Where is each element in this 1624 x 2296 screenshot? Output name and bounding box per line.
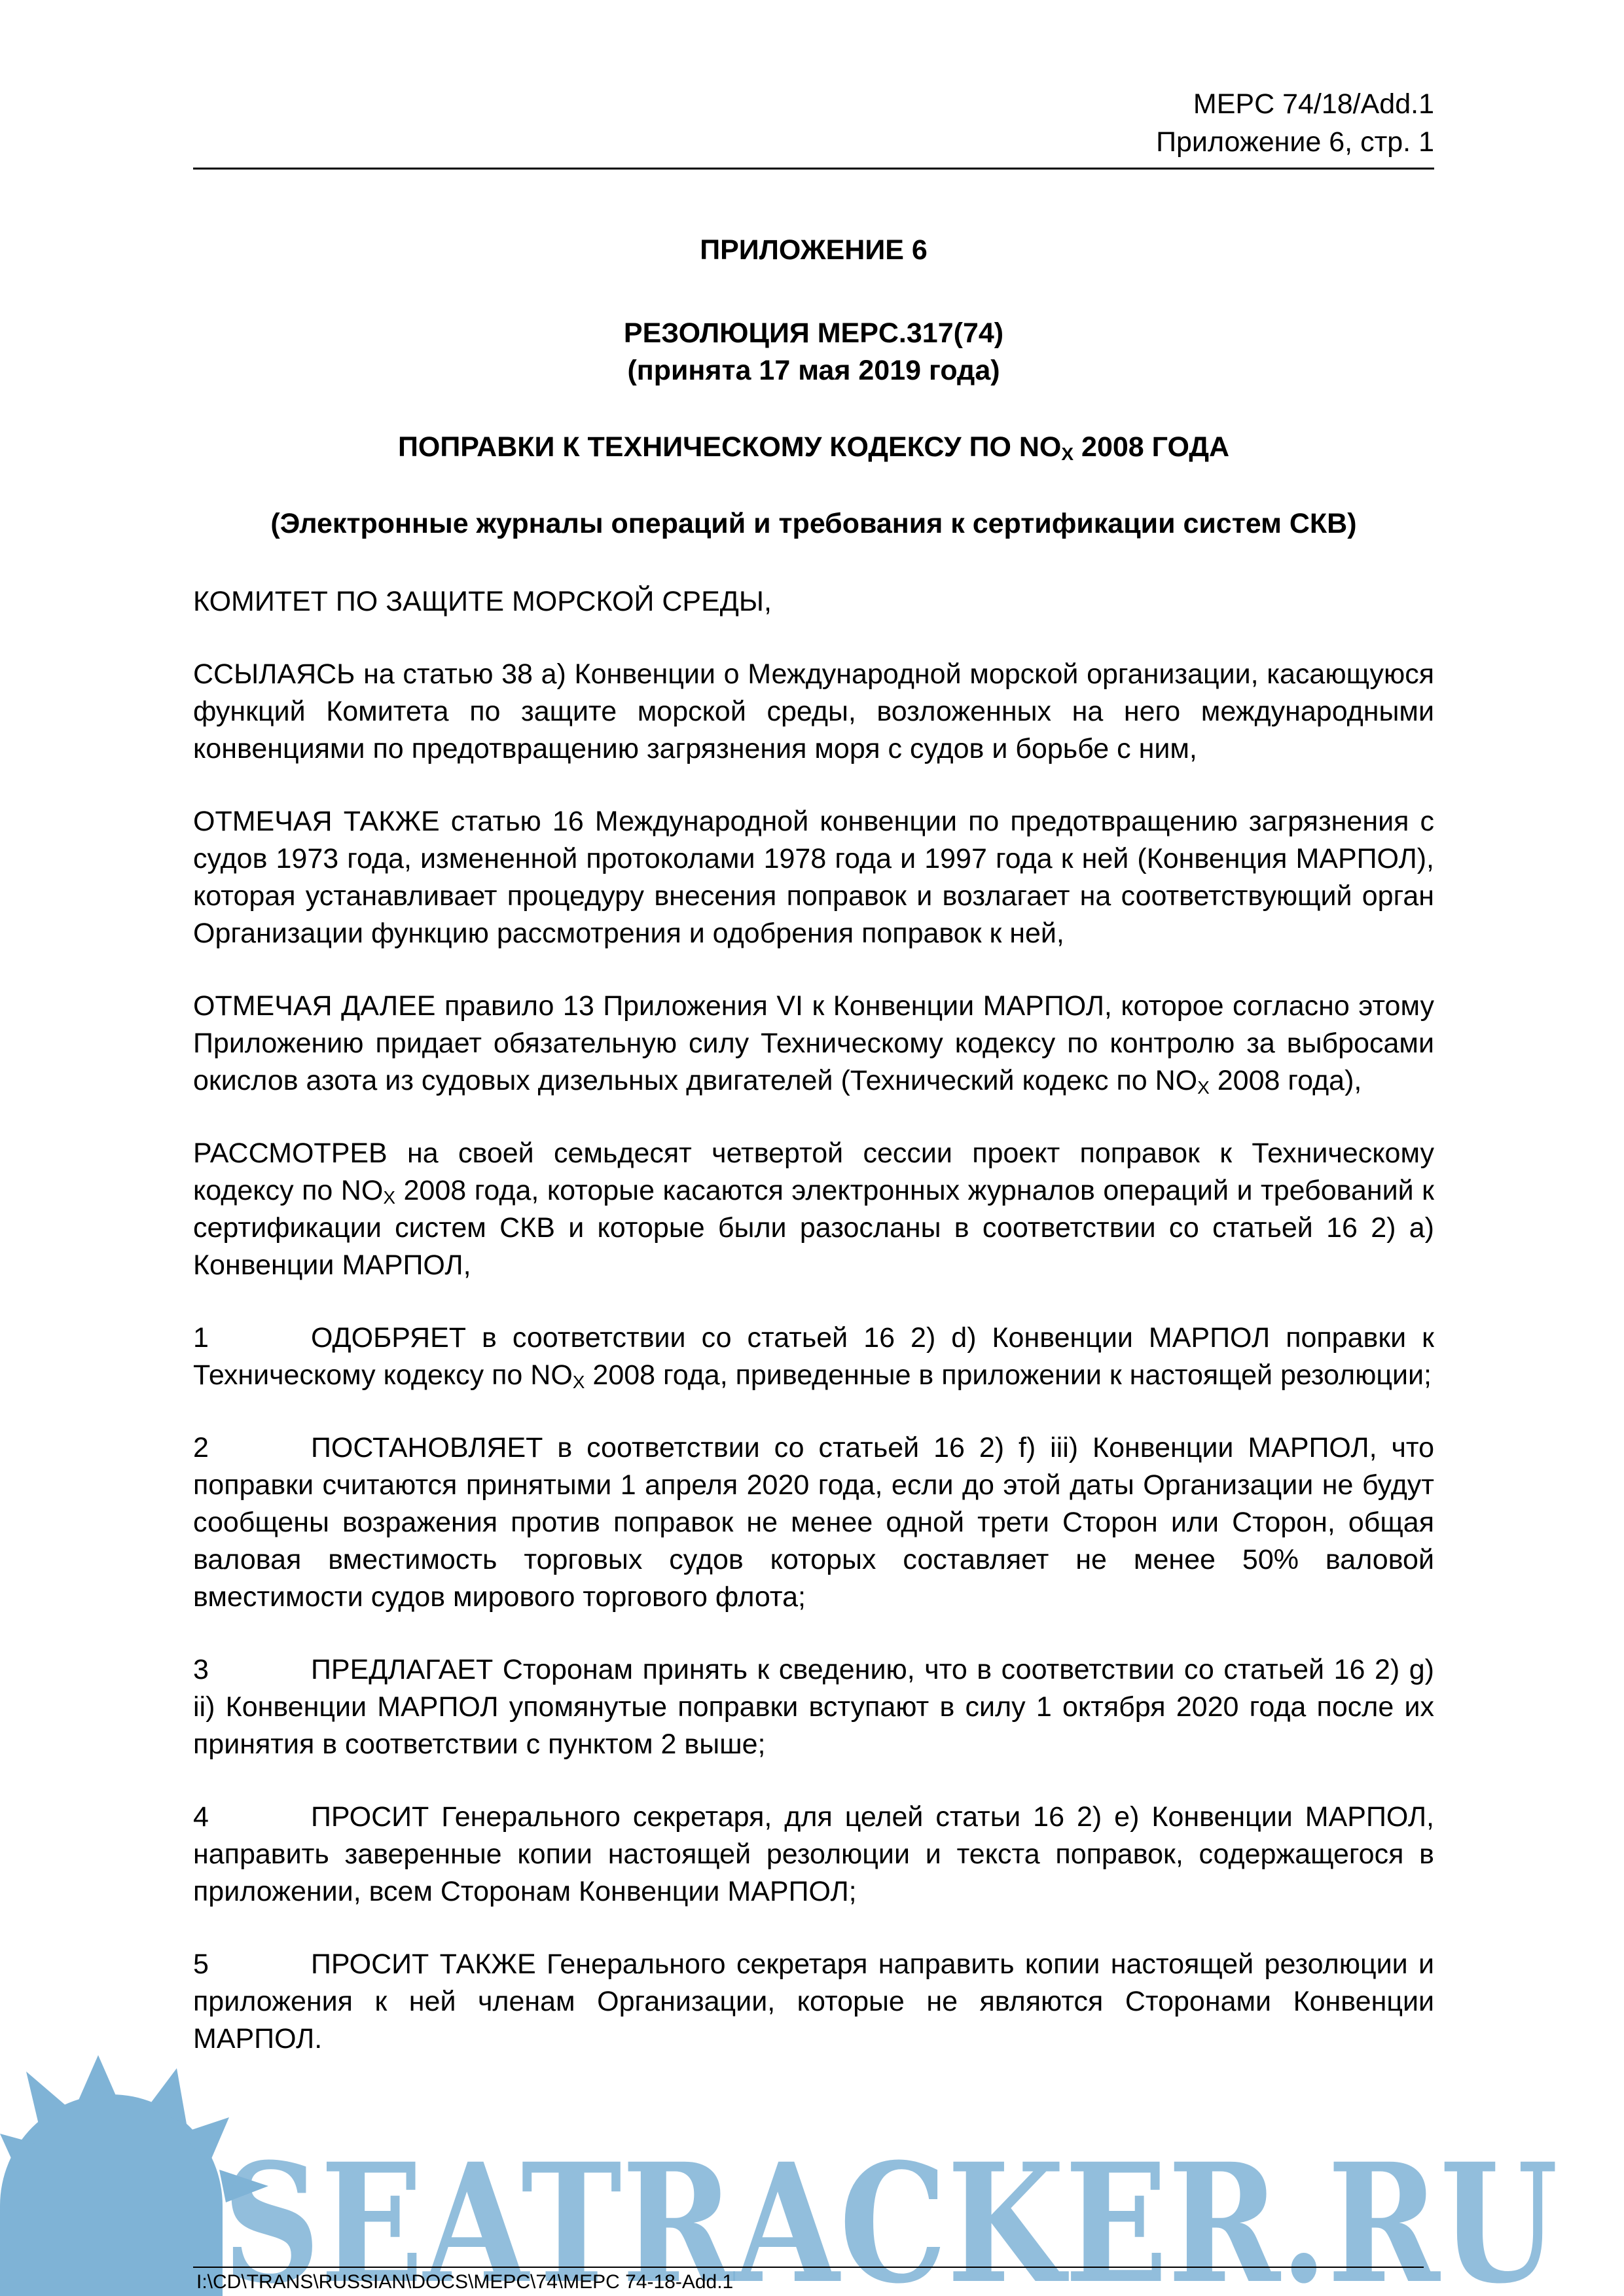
operative-paragraph: 1 ОДОБРЯЕТ в соответствии со статьей 16 2) d) Конвенции МАРПОЛ поправки к Техническому кодексу по $NO_X$ 2008 года, приведенные в приложении к настоящей резолюции;: [193, 1319, 1434, 1394]
header-divider: [193, 168, 1434, 170]
document-body: [193, 223, 1434, 2058]
operative-paragraph: 2 ПОСТАНОВЛЯЕТ в соответствии со статьей 16 2) f) iii) Конвенции МАРПОЛ, что поправки считаются принятыми 1 апреля 2020 года, если до этой даты Организации не будут сообщены возражения против поправок не менее одной трети Сторон или Сторон, общая валовая вместимость торговых судов которых составляет не менее 50% валовой вместимости судов мирового торгового флота;: [193, 1429, 1434, 1616]
operative-paragraph: 4 ПРОСИТ Генерального секретаря, для целей статьи 16 2) e) Конвенции МАРПОЛ, направить заверенные копии настоящей резолюции и текста поправок, содержащегося в приложении, всем Сторонам Конвенции МАРПОЛ;: [193, 1799, 1434, 1910]
paragraph-number: 5: [193, 1948, 209, 1980]
footer-file-path: I:\CD\TRANS\RUSSIAN\DOCS\MEPC\74\MEPC 74-18-Add.1: [196, 2271, 734, 2293]
operative-paragraph: 3 ПРЕДЛАГАЕТ Сторонам принять к сведению, что в соответствии со статьей 16 2) g) ii) Конвенции МАРПОЛ упомянутые поправки вступают в силу 1 октября 2020 года после их принятия в соответствии с пунктом 2 выше;: [193, 1651, 1434, 1763]
resolution-title: РЕЗОЛЮЦИЯ MEPC.317(74): [623, 317, 1004, 349]
annex-title: ПРИЛОЖЕНИЕ 6: [700, 234, 928, 266]
page-reference: Приложение 6, стр. 1: [1156, 126, 1434, 158]
preamble-noting-also: ОТМЕЧАЯ ТАКЖЕ статью 16 Международной конвенции по предотвращению загрязнения с судов 1973 года, измененной протоколами 1978 года и 1997 года к ней (Конвенция МАРПОЛ), которая устанавливает процедуру внесения поправок и возлагает на соответствующий орган Организации функцию рассмотрения и одобрения поправок к ней,: [193, 806, 1434, 949]
amendments-subtitle: (Электронные журналы операций и требования к сертификации систем СКВ): [270, 508, 1357, 539]
amendments-title: ПОПРАВКИ К ТЕХНИЧЕСКОМУ КОДЕКСУ ПО $NO_X$ 2008 ГОДА: [397, 431, 1230, 464]
footer-divider: [193, 2267, 1424, 2268]
watermark-text: SEATRACKER.RU: [223, 2127, 1558, 2296]
page-header: [1156, 85, 1434, 161]
paragraph-number: 3: [193, 1654, 209, 1685]
doc-symbol: MEPC 74/18/Add.1: [1193, 88, 1434, 120]
preamble-noting-further: ОТМЕЧАЯ ДАЛЕЕ правило 13 Приложения VI к Конвенции МАРПОЛ, которое согласно этому Приложению придает обязательную силу Техническому кодексу по контролю за выбросами окислов азота из судовых дизельных двигателей (Технический кодекс по $NO_X$ 2008 года),: [193, 990, 1434, 1098]
watermark: [0, 2055, 1624, 2296]
operative-paragraph: 5 ПРОСИТ ТАКЖЕ Генерального секретаря направить копии настоящей резолюции и приложения к ней членам Организации, которые не являются Сторонами Конвенции МАРПОЛ.: [193, 1946, 1434, 2058]
adoption-date: (принята 17 мая 2019 года): [627, 355, 1000, 386]
committee-line: КОМИТЕТ ПО ЗАЩИТЕ МОРСКОЙ СРЕДЫ,: [193, 586, 772, 617]
paragraph-number: 2: [193, 1432, 209, 1463]
paragraph-number: 1: [193, 1322, 209, 1354]
preamble-having-considered: РАССМОТРЕВ на своей семьдесят четвертой сессии проект поправок к Техническому кодексу по $NO_X$ 2008 года, которые касаются электронных журналов операций и требований к сертификации систем СКВ и которые были разосланы в соответствии со статьей 16 2) a) Конвенции МАРПОЛ,: [193, 1138, 1434, 1281]
paragraph-number: 4: [193, 1801, 209, 1833]
preamble-recalling: ССЫЛАЯСЬ на статью 38 a) Конвенции о Международной морской организации, касающуюся функций Комитета по защите морской среды, возложенных на него международными конвенциями по предотвращению загрязнения моря с судов и борьбе с ним,: [193, 658, 1434, 764]
